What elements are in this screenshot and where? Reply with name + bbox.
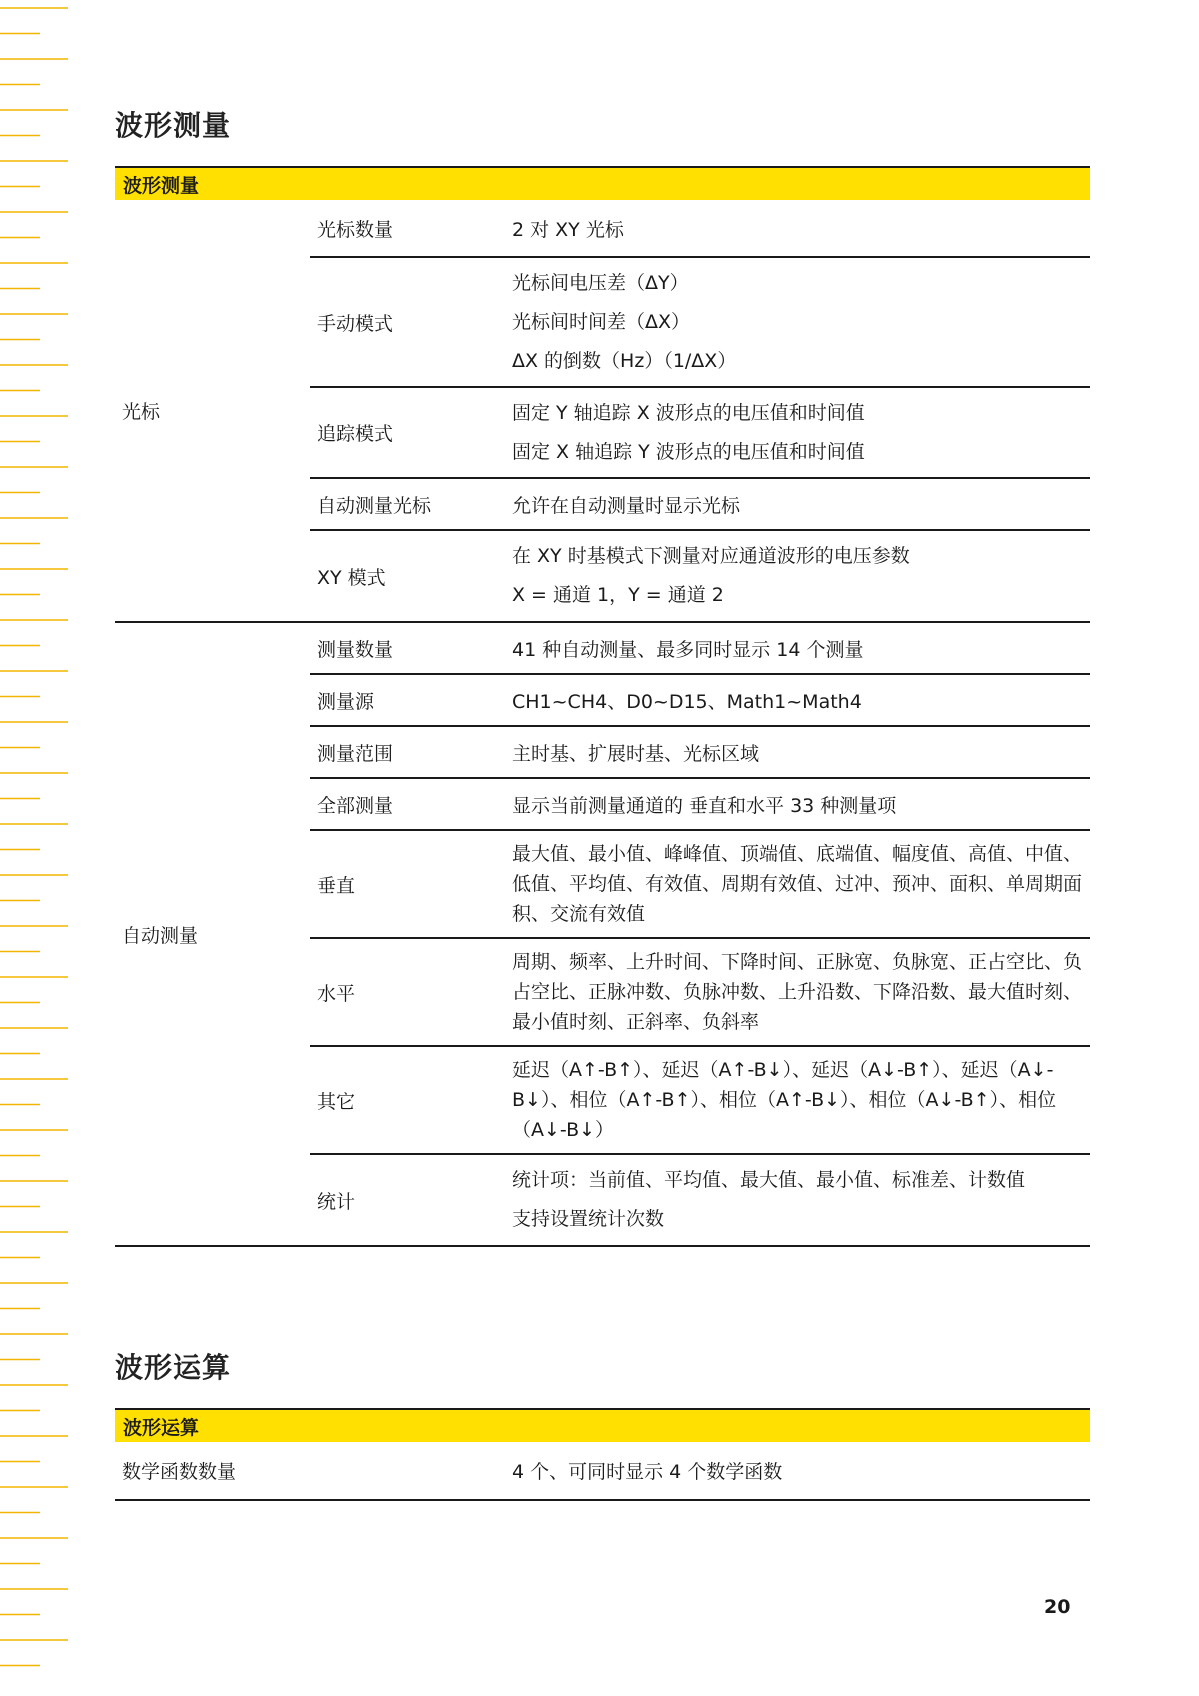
value-cell [505, 674, 1090, 726]
table-row [115, 1442, 1090, 1500]
feature-cell: 自动测量光标 [310, 478, 505, 530]
value-cell [505, 622, 1090, 674]
value-line: 光标间时间差（ΔX） [512, 310, 691, 333]
value-line: 统计项：当前值、平均值、最大值、最小值、标准差、计数值 [512, 1169, 1026, 1191]
feature-cell: 全部测量 [310, 778, 505, 830]
feature-cell: 测量范围 [310, 726, 505, 778]
value-line: 光标间电压差（ΔY） [512, 271, 689, 294]
value-cell [505, 200, 1090, 257]
feature-cell: 其它 [310, 1046, 505, 1154]
feature-cell: 光标数量 [310, 200, 505, 257]
left-margin-stripes [0, 0, 70, 1696]
value-line: 最大值、最小值、峰峰值、顶端值、底端值、幅度值、高值、中值、低值、平均值、有效值、周期有效值、过冲、预冲、面积、单周期面积、交流有效值 [512, 843, 1083, 925]
value-line: 主时基、扩展时基、光标区域 [512, 742, 760, 765]
value-cell [505, 830, 1090, 938]
feature-cell: XY 模式 [310, 530, 505, 622]
value-cell [505, 257, 1090, 387]
section-bar-waveform-math [115, 1408, 1090, 1442]
feature-cell: 追踪模式 [310, 387, 505, 478]
value-cell [505, 387, 1090, 478]
value-line: 2 对 XY 光标 [512, 218, 624, 241]
value-line: 周期、频率、上升时间、下降时间、正脉宽、负脉宽、正占空比、负占空比、正脉冲数、负脉冲数、上升沿数、下降沿数、最大值时刻、最小值时刻、正斜率、负斜率 [512, 951, 1083, 1033]
section-heading-waveform-math: 波形运算 [115, 1351, 232, 1384]
spec-table-waveform-math [115, 1442, 1090, 1501]
feature-cell: 测量源 [310, 674, 505, 726]
value-line: X = 通道 1，Y = 通道 2 [512, 584, 724, 606]
value-cell [505, 478, 1090, 530]
spec-table-waveform-measurement [115, 200, 1090, 1247]
feature-cell: 水平 [310, 938, 505, 1046]
feature-cell: 手动模式 [310, 257, 505, 387]
value-line: CH1~CH4、D0~D15、Math1~Math4 [512, 690, 862, 713]
value-line: 允许在自动测量时显示光标 [512, 494, 741, 517]
section-bar-waveform-measurement [115, 166, 1090, 200]
category-cell: 自动测量 [115, 622, 310, 1246]
value-line: 固定 Y 轴追踪 X 波形点的电压值和时间值 [512, 401, 865, 424]
table-row [115, 622, 1090, 674]
value-line: 4 个、可同时显示 4 个数学函数 [512, 1461, 783, 1483]
value-cell [505, 778, 1090, 830]
feature-cell: 垂直 [310, 830, 505, 938]
value-line: 在 XY 时基模式下测量对应通道波形的电压参数 [512, 545, 910, 567]
section-heading-waveform-measurement: 波形测量 [115, 109, 232, 142]
value-cell [505, 1154, 1090, 1246]
page-number: 20 [1044, 1596, 1071, 1618]
value-line: 显示当前测量通道的 垂直和水平 33 种测量项 [512, 794, 897, 817]
value-line: 支持设置统计次数 [512, 1208, 665, 1230]
feature-cell: 统计 [310, 1154, 505, 1246]
feature-cell: 测量数量 [310, 622, 505, 674]
value-cell [505, 1046, 1090, 1154]
value-line: 41 种自动测量、最多同时显示 14 个测量 [512, 638, 864, 661]
value-line: 延迟（A↑-B↑）、延迟（A↑-B↓）、延迟（A↓-B↑）、延迟（A↓-B↓）、相位（A↑-B↑）、相位（A↑-B↓）、相位（A↓-B↑）、相位（A↓-B↓） [512, 1059, 1057, 1141]
value-line: 固定 X 轴追踪 Y 波形点的电压值和时间值 [512, 440, 865, 463]
section-bar-label: 波形运算 [123, 1417, 200, 1439]
value-line: ΔX 的倒数（Hz）（1/ΔX） [512, 349, 737, 372]
section-bar-label: 波形测量 [123, 175, 200, 197]
value-cell [505, 726, 1090, 778]
category-cell: 光标 [115, 200, 310, 622]
feature-cell: 数学函数数量 [115, 1442, 505, 1500]
table-row [115, 200, 1090, 257]
value-cell [505, 938, 1090, 1046]
value-cell [505, 530, 1090, 622]
value-cell [505, 1442, 1090, 1500]
